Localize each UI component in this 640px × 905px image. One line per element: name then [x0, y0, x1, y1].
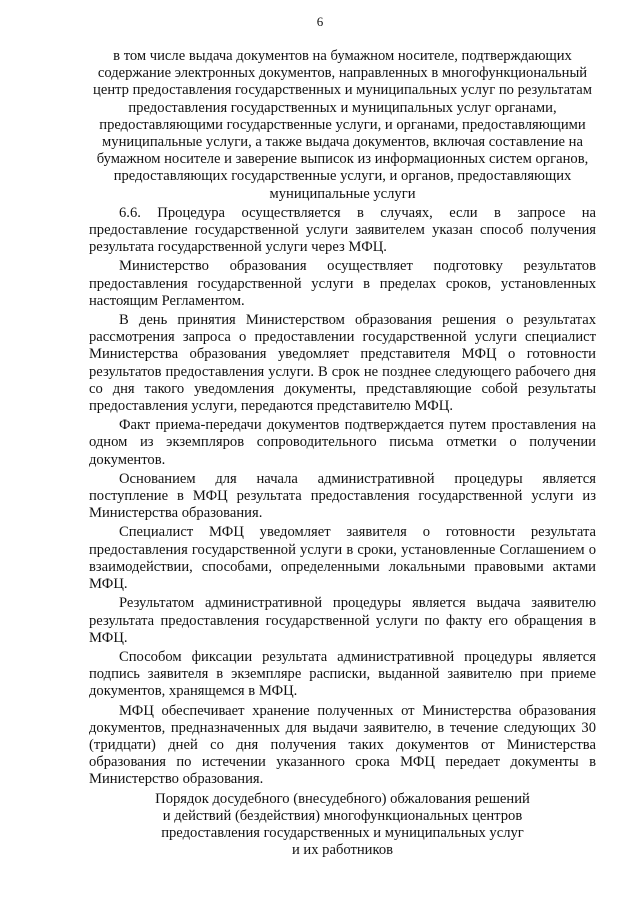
paragraph-6-6: 6.6. Процедура осуществляется в случаях, если в запросе на предоставление государственной услуги заявителем указан способ получения результата государственной услуги через МФЦ. [89, 204, 596, 256]
heading-line: и их работников [291, 842, 394, 859]
title-line: бумажном носителе и заверение выписок из информационных систем органов, [96, 151, 589, 168]
paragraph-ministry-prepares: Министерство образования осуществляет подготовку результатов предоставления государственной услуги в пределах сроков, установленных настоящим Регламентом. [89, 258, 596, 309]
title-line: муниципальные услуги, а также выдача документов, включая составление на [102, 134, 583, 151]
paragraph-transfer-fact: Факт приема-передачи документов подтверждается путем проставления на одном из экземпляров сопроводительного письма отметки о получении документов. [89, 417, 596, 468]
paragraph-specialist-notifies: Специалист МФЦ уведомляет заявителя о готовности результата предоставления государственной услуги в сроки, установленные Соглашением о взаимодействии, способами, определенными локальными правовыми актами МФЦ. [89, 524, 596, 593]
heading-line: и действий (бездействия) многофункциональных центров [162, 807, 523, 824]
paragraph-procedure-result: Результатом административной процедуры является выдача заявителю результата предоставления государственной услуги по факту его обращения в МФЦ. [89, 595, 596, 646]
paragraph-fixation-method: Способом фиксации результата административной процедуры является подпись заявителя в экземпляре расписки, выданной заявителю при приеме документов, хранящемся в МФЦ. [89, 648, 596, 700]
title-line: предоставляющих государственные услуги, и органов, предоставляющих [113, 168, 572, 185]
heading-line: предоставления государственных и муниципальных услуг [161, 824, 524, 841]
page-number: 6 [316, 14, 324, 29]
title-line: предоставляющими государственные услуги, и органами, предоставляющими [99, 116, 586, 133]
title-line: муниципальные услуги [269, 185, 416, 202]
title-line: предоставления государственных и муниципальных услуг органами, [128, 99, 557, 116]
title-line: центр предоставления государственных и муниципальных услуг по результатам [93, 82, 592, 99]
title-line: в том числе выдача документов на бумажном носителе, подтверждающих [113, 48, 572, 64]
paragraph-decision-day: В день принятия Министерством образования решения о результатах рассмотрения запроса о предоставлении государственной услуги специалист Министерства образования уведомляет представителя МФЦ о готовности результатов предоставления услуги. В срок не позднее следующего рабочего дня со дня такого уведомления документы, представляющие собой результаты предоставления услуги, передаются представителю МФЦ. [89, 312, 596, 415]
paragraph-procedure-basis: Основанием для начала административной процедуры является поступление в МФЦ результата предоставления государственной услуги из Министерства образования. [89, 470, 596, 522]
document-body [89, 48, 596, 859]
paragraph-storage: МФЦ обеспечивает хранение полученных от Министерства образования документов, предназначенных для выдачи заявителю, в течение следующих 30 (тридцати) дней со дня получения таких документов от Министерства образования по истечении указанного срока МФЦ передает документы в Министерство образования. [89, 702, 596, 788]
section-heading [89, 791, 596, 860]
section-title-continuation [89, 48, 596, 203]
title-line: содержание электронных документов, направленных в многофункциональный [97, 65, 588, 82]
heading-line: Порядок досудебного (внесудебного) обжалования решений [155, 790, 530, 807]
